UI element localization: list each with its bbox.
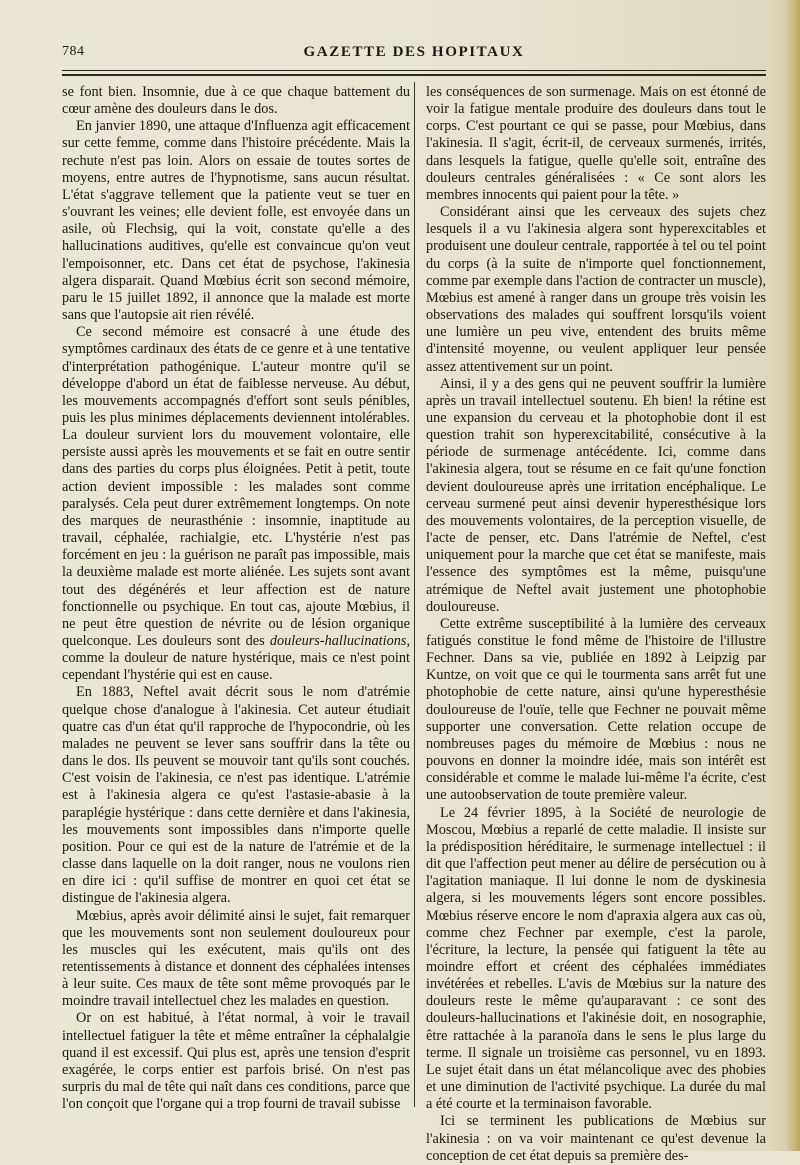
paragraph: les conséquences de son surmenage. Mais on est étonné de voir la fatigue mentale produire des douleurs dans tout le corps. C'est pourtant ce qui se passe, pour Mœbius, dans l'akinesia. Il s'agit, écrit-il, de cerveaux surmenés, irrités, dans lesquels la fatigue, quelle qu'elle soit, entraîne des douleurs centrales généralisées : « Ce sont alors les membres innocents qui paient pour la tête. » (426, 84, 766, 203)
page-edge (786, 0, 800, 1151)
paragraph: Or on est habitué, à l'état normal, à voir le travail intellectuel fatiguer la tête et même entraîner la céphalalgie quand il est excessif. Qui plus est, après une tension d'esprit exagérée, le corps entier est parfois brisé. On n'est pas surpris du mal de tête qui naît dans ces conditions, parce que l'on conçoit que l'organe qui a trop fourni de travail subisse (62, 1010, 410, 1113)
paragraph: Cette extrême susceptibilité à la lumière des cerveaux fatigués constitue le fond même de l'histoire de l'illustre Fechner. Dans sa vie, publiée en 1892 à Leipzig par Kuntze, on voit que ce qui le tourmenta sans arrêt fut une photophobie de cette nature, ainsi qu'une hyperesthésie douloureuse de l'ouïe, telle que Fechner ne pouvait même supporter une conversation. Cette relation occupe de nombreuses pages du mémoire de Mœbius : nous ne pouvons en donner la moindre idée, mais son intérêt est considérable et comme le malade lui-même l'a écrite, c'est une autoobservation de toute première valeur. (426, 615, 766, 804)
left-column (62, 84, 410, 1113)
paragraph: Ainsi, il y a des gens qui ne peuvent souffrir la lumière après un travail intellectuel soutenu. Eh bien! la rétine est une expansion du cerveau et la photophobie dont il est question trahit son hyperexcitabilité, consécutive à la période de surmenage antécédente. Ici, comme dans l'akinesia algera, tout se résume en ce fait qu'une fonction devient douloureuse après une irritation encéphalique. Le cerveau surmené peut ainsi devenir hyperesthésique lors des mouvements volontaires, de la perception visuelle, de l'acte de penser, etc. Dans l'atrémie de Neftel, c'est uniquement pour la marche que cet état se manifeste, mais l'essence des symptômes est la même, puisqu'une atrémique de Neftel avait justement une photophobie douloureuse. (426, 375, 766, 615)
page-header (62, 40, 766, 64)
header-rule-thin (62, 70, 766, 71)
paragraph: Le 24 février 1895, à la Société de neurologie de Moscou, Mœbius a reparlé de cette maladie. Il insiste sur la prédisposition héréditaire, le surmenage intellectuel : il dit que l'affection peut mener au délire de persécution ou à l'agitation maniaque. Il lui donne le nom de dyskinesia algera, si les mouvements légers sont encore possibles. Mœbius réserve encore le nom d'apraxia algera aux cas où, comme chez Fechner par exemple, c'est la parole, l'écriture, la lecture, la pensée qui fatiguent la tête au moindre effort et créent des céphalées immédiates invétérées et rebelles. L'avis de Mœbius sur la nature des douleurs reste le même qu'auparavant : ce sont des douleurs-hallucinations et l'akinésie doit, en nosographie, être rattachée à la paranoïa dans le sens le plus large du terme. Il signale un troisième cas personnel, vu en 1893. Le sujet était dans un état mélancolique avec des phobies et une diminution de l'activité psychique. La durée du mal a été courte et la terminaison favorable. (426, 804, 766, 1113)
paragraph-text: Ce second mémoire est consacré à une étude des symptômes cardinaux des états de ce genre et à une tentative d'interprétation pathogénique. L'auteur montre qu'il se développe d'abord un état de faiblesse nerveuse. Au début, les mouvements accompagnés d'effort sont seuls pénibles, puis les plus minimes déplacements deviennent intolérables. La douleur survient lors du mouvement volontaire, elle persiste aussi après les mouvements et se fait en outre sentir dans des parties du corps plus éloignées. Petit à petit, toute action devient impossible : les malades sont comme paralysés. Cela peut durer extrêmement longtemps. On note des marques de neurasthénie : insomnie, inaptitude au travail, céphalée, rachialgie, etc. L'hystérie n'est pas forcément en jeu : la guérison ne paraît pas impossible, mais la deuxième malade est morte aliénée. Les sujets sont avant tout des dégénérés et leur affection est de nature fonctionnelle ou psychique. En tout cas, ajoute Mœbius, il ne peut être question de névrite ou de lésion organique quelconque. Les douleurs sont des (62, 324, 410, 649)
paragraph: En janvier 1890, une attaque d'Influenza agit efficacement sur cette femme, comme dans l'histoire précédente. Mais la rechute n'est pas loin. Alors on essaie de toutes sortes de moyens, entre autres de l'hypnotisme, sans aucun résultat. L'état s'aggrave tellement que la patiente veut se tuer en s'ouvrant les veines; elle devient folle, est envoyée dans un asile, où Flechsig, qui la voit, constate qu'elle a des hallucinations auditives, qu'elle est convaincue qu'on veut l'empoisonner, etc. Dans cet état de psychose, l'akinesia algera disparait. Quand Mœbius écrit son second mémoire, paru le 15 juillet 1892, il annonce que la malade est morte sans que l'autopsie ait rien révélé. (62, 118, 410, 324)
running-title: GAZETTE DES HOPITAUX (303, 44, 525, 60)
page-number: 784 (62, 44, 85, 59)
header-rule-thick (62, 74, 766, 76)
paragraph: Mœbius, après avoir délimité ainsi le sujet, fait remarquer que les mouvements sont non seulement douloureux pour les muscles qui les exécutent, mais qu'ils ont des retentissements à distance et donnent des céphalées intenses à leur suite. Ces maux de tête sont même provoqués par le moindre travail intellectuel chez les malades en question. (62, 907, 410, 1010)
paragraph: Considérant ainsi que les cerveaux des sujets chez lesquels il a vu l'akinesia algera sont hyperexcitables et produisent une douleur centrale, rapportée à tel ou tel point du corps (à la suite de n'importe quel fonctionnement, comme par exemple dans l'action de contracter un muscle), Mœbius est amené à ranger dans un groupe très voisin les observations des malades qui souffrent lorsqu'ils voient une lumière un peu vive, entendent des bruits même d'intensité moyenne, ou veulent appliquer leur pensée assez attentivement sur un point. (426, 204, 766, 375)
paragraph (62, 324, 410, 684)
right-column (426, 84, 766, 1165)
column-divider (414, 82, 415, 1107)
paragraph: Ici se terminent les publications de Mœbius sur l'akinesia : on va voir maintenant ce qu'est devenue la conception de cet état depuis sa première des- (426, 1113, 766, 1164)
italic-term: douleurs-hallucinations (269, 633, 407, 649)
paragraph: se font bien. Insomnie, due à ce que chaque battement du cœur amène des douleurs dans le dos. (62, 84, 410, 118)
paragraph: En 1883, Neftel avait décrit sous le nom d'atrémie quelque chose d'analogue à l'akinesia. Cet auteur étudiait quatre cas d'un état qu'il rapproche de l'hypocondrie, où les malades ne peuvent se lever sans souffrir dans la tête ou dans le dos. Ils peuvent se mouvoir tant qu'ils sont couchés. C'est voisin de l'akinesia, ce n'est pas identique. L'atrémie est à l'akinesia algera ce qu'est l'astasie-abasie à la paraplégie hystérique : dans cette dernière et dans l'akinesia, les mouvements sont impossibles dans n'importe quelle position. Pour ce qui est de la nature de l'atrémie et de la classe dans laquelle on la doit ranger, nous ne voulons rien en dire ici : qu'il suffise de montrer en quoi cet état se distingue de l'akinesia algera. (62, 684, 410, 907)
paragraph-text: , comme la douleur de nature hystérique, mais ce n'est point cependant l'hystérie qui est en cause. (62, 633, 411, 684)
